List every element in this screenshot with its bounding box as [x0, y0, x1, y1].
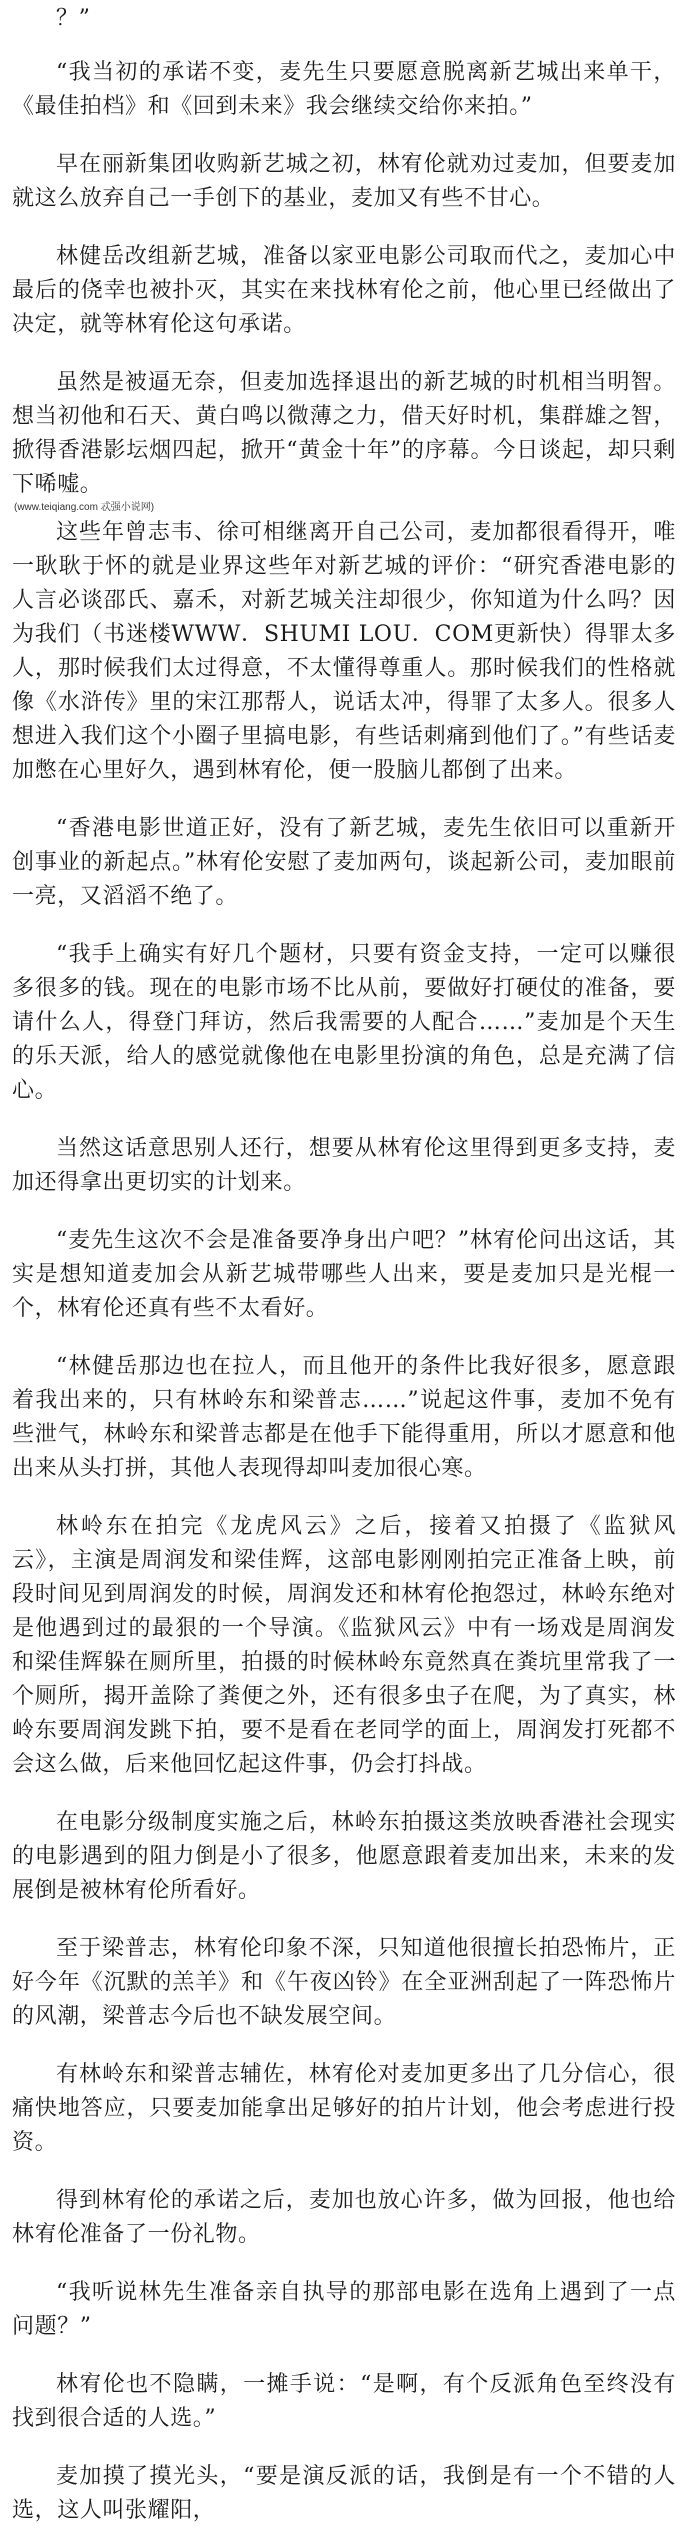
paragraph: 得到林宥伦的承诺之后，麦加也放心许多，做为回报，他也给林宥伦准备了一份礼物。 [12, 2188, 676, 2247]
paragraph-gap [12, 2344, 676, 2368]
paragraph: 当然这话意思别人还行，想要从林宥伦这里得到更多支持，麦加还得拿出更切实的计划来。 [12, 1136, 676, 1195]
paragraph-gap [12, 2034, 676, 2058]
paragraph: “我当初的承诺不变，麦先生只要愿意脱离新艺城出来单干，《最佳拍档》和《回到未来》我会继续交给你来拍。” [12, 60, 676, 119]
watermark-text: (www.teiqiang.com 忒强小说网) [14, 502, 155, 513]
paragraph-gap [12, 914, 676, 938]
paragraph: “我手上确实有好几个题材，只要有资金支持，一定可以赚很多很多的钱。现在的电影市场不比从前，要做好打硬仗的准备，要请什么人，得登门拜访，然后我需要的人配合……”麦加是个天生的乐天派，给人的感觉就像他在电影里扮演的角色，总是充满了信心。 [12, 942, 676, 1103]
paragraph-gap [12, 124, 676, 148]
paragraph-gap [12, 1486, 676, 1510]
paragraph: 在电影分级制度实施之后，林岭东拍摄这类放映香港社会现实的电影遇到的阻力倒是小了很多，他愿意跟着麦加出来，未来的发展倒是被林宥伦所看好。 [12, 1810, 676, 1903]
paragraph: 林岭东在拍完《龙虎风云》之后，接着又拍摄了《监狱风云》，主演是周润发和梁佳辉，这部电影刚刚拍完正准备上映，前段时间见到周润发的时候，周润发还和林宥伦抱怨过，林岭东绝对是他遇到过的最狠的一个导演。《监狱风云》中有一场戏是周润发和梁佳辉躲在厕所里，拍摄的时候林岭东竟然真在粪坑里常我了一个厕所，揭开盖除了粪便之外，还有很多虫子在爬，为了真实，林岭东要周润发跳下拍，要不是看在老同学的面上，周润发打死都不会这么做，后来他回忆起这件事，仍会打抖战。 [12, 1514, 676, 1777]
paragraph: 林健岳改组新艺城，准备以家亚电影公司取而代之，麦加心中最后的侥幸也被扑灭，其实在来找林宥伦之前，他心里已经做出了决定，就等林宥伦这句承诺。 [12, 244, 676, 337]
paragraph-gap [12, 1200, 676, 1224]
paragraph-gap [12, 216, 676, 240]
paragraph-fragment: ？” [56, 6, 91, 31]
paragraph: 林宥伦也不隐瞒，一摊手说：“是啊，有个反派角色至终没有找到很合适的人选。” [12, 2372, 676, 2431]
paragraph: “林健岳那边也在拉人，而且他开的条件比我好很多，愿意跟着我出来的，只有林岭东和梁普志……”说起这件事，麦加不免有些泄气，林岭东和梁普志都是在他手下能得重用，所以才愿意和他出来从头打拼，其他人表现得却叫麦加很心寒。 [12, 1354, 676, 1481]
paragraph: 这些年曾志韦、徐可相继离开自己公司，麦加都很看得开，唯一耿耿于怀的就是业界这些年对新艺城的评价：“研究香港电影的人言必谈邵氏、嘉禾，对新艺城关注却很少，你知道为什么吗？因为我们（书迷楼WWW．SHUMI LOU．COM更新快）得罪太多人，那时候我们太过得意，不太懂得尊重人。那时候我们的性格就像《水浒传》里的宋江那帮人，说话太冲，得罪了太多人。很多人想进入我们这个小圈子里搞电影，有些话刺痛到他们了。”有些话麦加憋在心里好久，遇到林宥伦，便一股脑儿都倒了出来。 [12, 520, 676, 783]
paragraph-gap [12, 342, 676, 366]
paragraph-gap [12, 788, 676, 812]
paragraph: 有林岭东和梁普志辅佐，林宥伦对麦加更多出了几分信心，很痛快地答应，只要麦加能拿出足够好的拍片计划，他会考虑进行投资。 [12, 2062, 676, 2155]
paragraph-gap [12, 1908, 676, 1932]
paragraph: 至于梁普志，林宥伦印象不深，只知道他很擅长拍恐怖片，正好今年《沉默的羔羊》和《午夜凶铃》在全亚洲刮起了一阵恐怖片的风潮，梁普志今后也不缺发展空间。 [12, 1936, 676, 2029]
paragraph-gap [12, 2436, 676, 2460]
paragraph: 麦加摸了摸光头，“要是演反派的话，我倒是有一个不错的人选，这人叫张耀阳， [12, 2464, 676, 2523]
paragraph-gap [12, 1782, 676, 1806]
paragraph-gap [12, 1108, 676, 1132]
paragraph-gap [12, 1326, 676, 1350]
paragraph-gap [12, 2160, 676, 2184]
paragraph: 虽然是被逼无奈，但麦加选择退出的新艺城的时机相当明智。想当初他和石天、黄白鸣以微薄之力，借天好时机，集群雄之智，掀得香港影坛烟四起，掀开“黄金十年”的序幕。今日谈起，却只剩下唏嘘。 [12, 370, 676, 497]
paragraph-gap [12, 2252, 676, 2276]
paragraph: “香港电影世道正好，没有了新艺城，麦先生依旧可以重新开创事业的新起点。”林宥伦安慰了麦加两句，谈起新公司，麦加眼前一亮，又滔滔不绝了。 [12, 816, 676, 909]
paragraph: “我听说林先生准备亲自执导的那部电影在选角上遇到了一点问题？” [12, 2280, 676, 2339]
paragraph: “麦先生这次不会是准备要净身出户吧？”林宥伦问出这话，其实是想知道麦加会从新艺城带哪些人出来，要是麦加只是光棍一个，林宥伦还真有些不太看好。 [12, 1228, 676, 1321]
paragraph: 早在丽新集团收购新艺城之初，林宥伦就劝过麦加，但要麦加就这么放弃自己一手创下的基业，麦加又有些不甘心。 [12, 152, 676, 211]
